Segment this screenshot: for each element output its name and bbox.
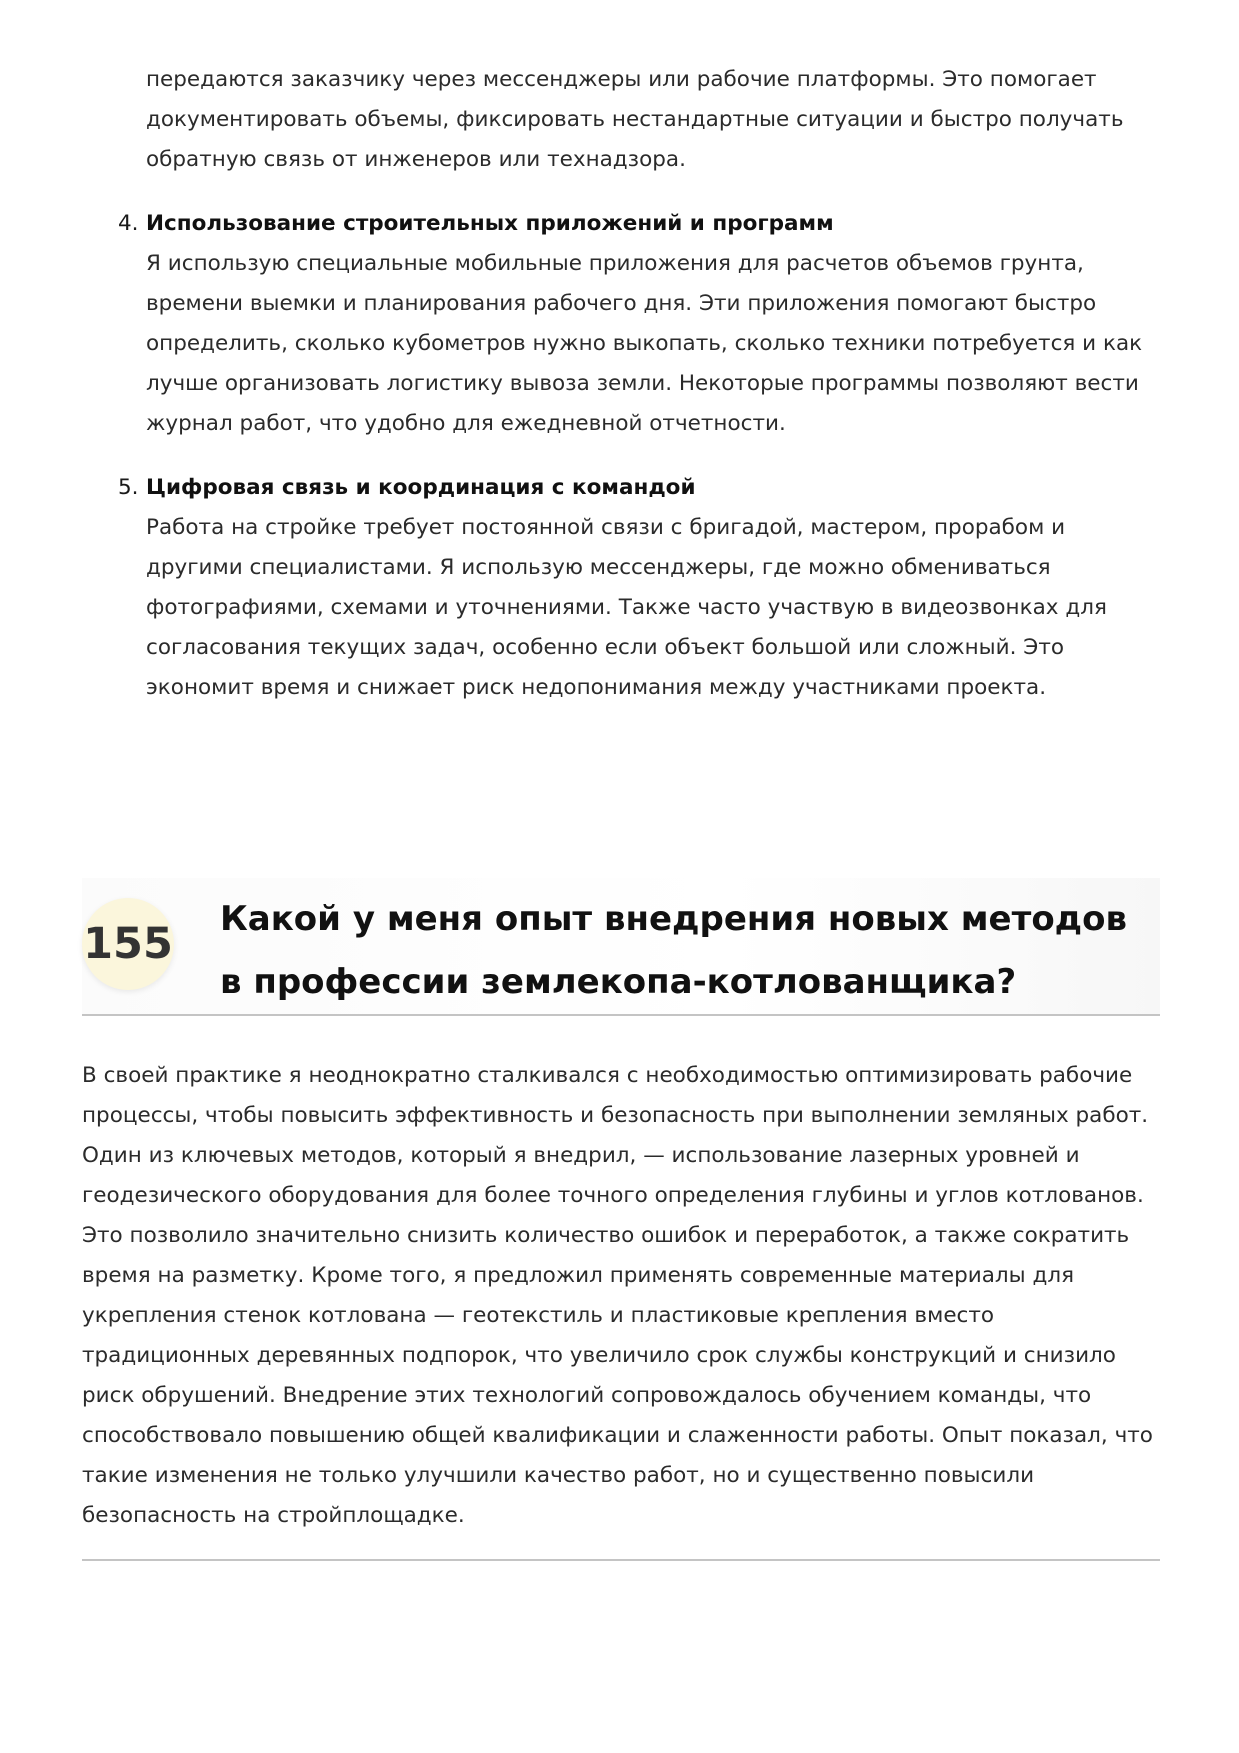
list-item-number: 4. [118,211,139,236]
list-item [118,468,1156,708]
list-item [118,204,1156,444]
question-number-badge: 155 [82,898,174,990]
section-divider [82,1559,1160,1561]
list-item-title: Цифровая связь и координация с командой [146,475,696,500]
question-title: Какой у меня опыт внедрения новых методов в профессии землекопа-котлованщика? [220,899,1128,1002]
list-item-body: Я использую специальные мобильные приложения для расчетов объемов грунта, времени выемки и планирования рабочего дня. Эти приложения помогают быстро определить, сколько кубометров нужно выкопать, сколько техники потребуется и как лучше организовать логистику вывоза земли. Некоторые программы позволяют вести журнал работ, что удобно для ежедневной отчетности. [146,251,1143,436]
numbered-list [118,204,1156,732]
list-item-title: Использование строительных приложений и программ [146,211,834,236]
list-item-number: 5. [118,475,139,500]
answer-paragraph: В своей практике я неоднократно сталкивался с необходимостью оптимизировать рабочие процессы, чтобы повысить эффективность и безопасность при выполнении земляных работ. Один из ключевых методов, который я внедрил, — использование лазерных уровней и геодезического оборудования для более точного определения глубины и углов котлованов. Это позволило значительно снизить количество ошибок и переработок, а также сократить время на разметку. Кроме того, я предложил применять современные материалы для укрепления стенок котлована — геотекстиль и пластиковые крепления вместо традиционных деревянных подпорок, что увеличило срок службы конструкций и снизило риск обрушений. Внедрение этих технологий сопровождалось обучением команды, что способствовало повышению общей квалификации и слаженности работы. Опыт показал, что такие изменения не только улучшили качество работ, но и существенно повысили безопасность на стройплощадке. [82,1063,1153,1528]
list-item-continuation: передаются заказчику через мессенджеры или рабочие платформы. Это помогает документировать объемы, фиксировать нестандартные ситуации и быстро получать обратную связь от инженеров или технадзора. [146,67,1124,172]
question-header [82,878,1160,1016]
list-item-body: Работа на стройке требует постоянной связи с бригадой, мастером, прорабом и другими специалистами. Я использую мессенджеры, где можно обмениваться фотографиями, схемами и уточнениями. Также часто участвую в видеозвонках для согласования текущих задач, особенно если объект большой или сложный. Это экономит время и снижает риск недопонимания между участниками проекта. [146,515,1107,700]
